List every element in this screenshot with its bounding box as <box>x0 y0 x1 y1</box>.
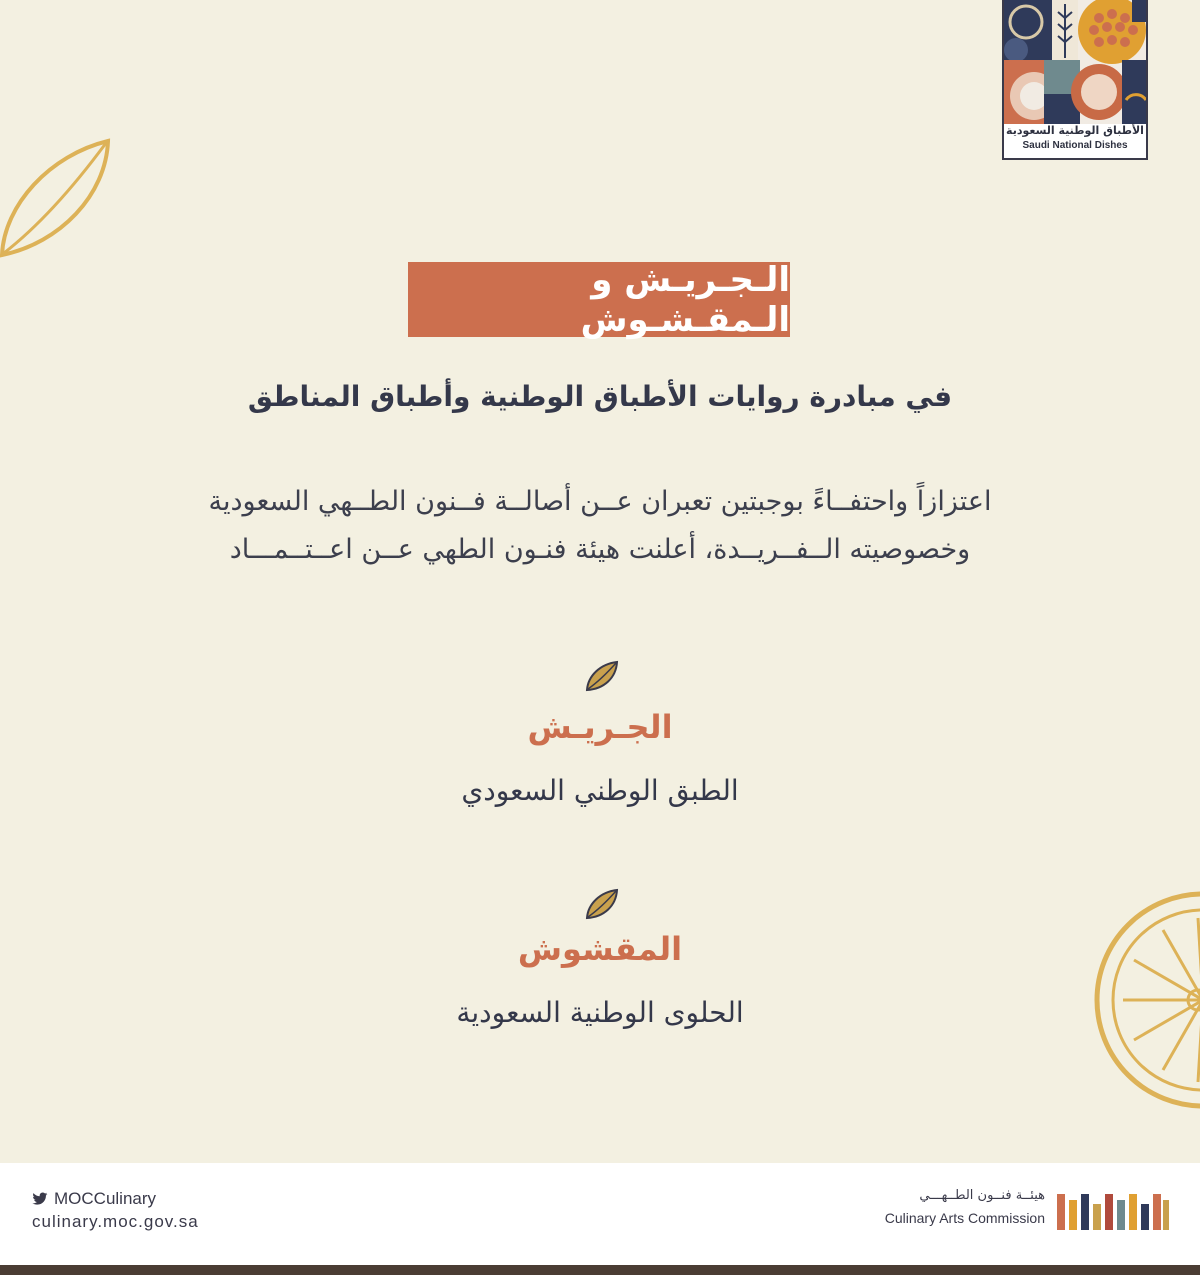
badge-arabic-title: الأطباق الوطنية السعودية <box>1006 124 1144 137</box>
leaf-icon <box>584 888 620 920</box>
page-title: الـجـريـش و الـمقـشـوش <box>408 262 790 337</box>
leaf-icon <box>584 660 620 692</box>
bottom-border <box>0 1265 1200 1275</box>
website-link[interactable]: culinary.moc.gov.sa <box>32 1212 199 1231</box>
intro-paragraph <box>150 478 1050 574</box>
leaf-outline-decoration <box>0 135 120 265</box>
twitter-icon <box>32 1192 48 1206</box>
intro-line-1: اعتزازاً واحتفــاءً بوجبتين تعبران عــن أصالــة فــنون الطــهي السعودية <box>208 486 992 517</box>
social-links <box>32 1188 199 1232</box>
commission-arabic-name: هيئــة فنــون الطــهـــي <box>919 1188 1045 1203</box>
twitter-handle: MOCCulinary <box>54 1189 157 1208</box>
intro-line-2: وخصوصيته الــفــريــدة، أعلنت هيئة فنـون الطهي عــن اعــتــمـــاد <box>229 534 971 565</box>
saudi-national-dishes-logo <box>1002 0 1148 160</box>
dish-description-jareesh: الطبق الوطني السعودي <box>461 774 739 807</box>
national-dishes-artwork <box>1004 0 1146 124</box>
culinary-arts-commission-logo <box>850 1188 1170 1238</box>
badge-english-title: Saudi National Dishes <box>1022 140 1128 151</box>
commission-english-name: Culinary Arts Commission <box>884 1210 1045 1226</box>
citrus-wheel-decoration <box>1078 890 1200 1110</box>
dish-description-maqshoosh: الحلوى الوطنية السعودية <box>456 996 744 1029</box>
dish-name-maqshoosh: المقشوش <box>517 930 683 968</box>
commission-logo-mark <box>1055 1190 1170 1232</box>
initiative-subtitle: في مبادرة روايات الأطباق الوطنية وأطباق المناطق <box>247 380 953 413</box>
twitter-link[interactable] <box>32 1188 199 1210</box>
dish-name-jareesh: الجـريـش <box>527 708 673 746</box>
